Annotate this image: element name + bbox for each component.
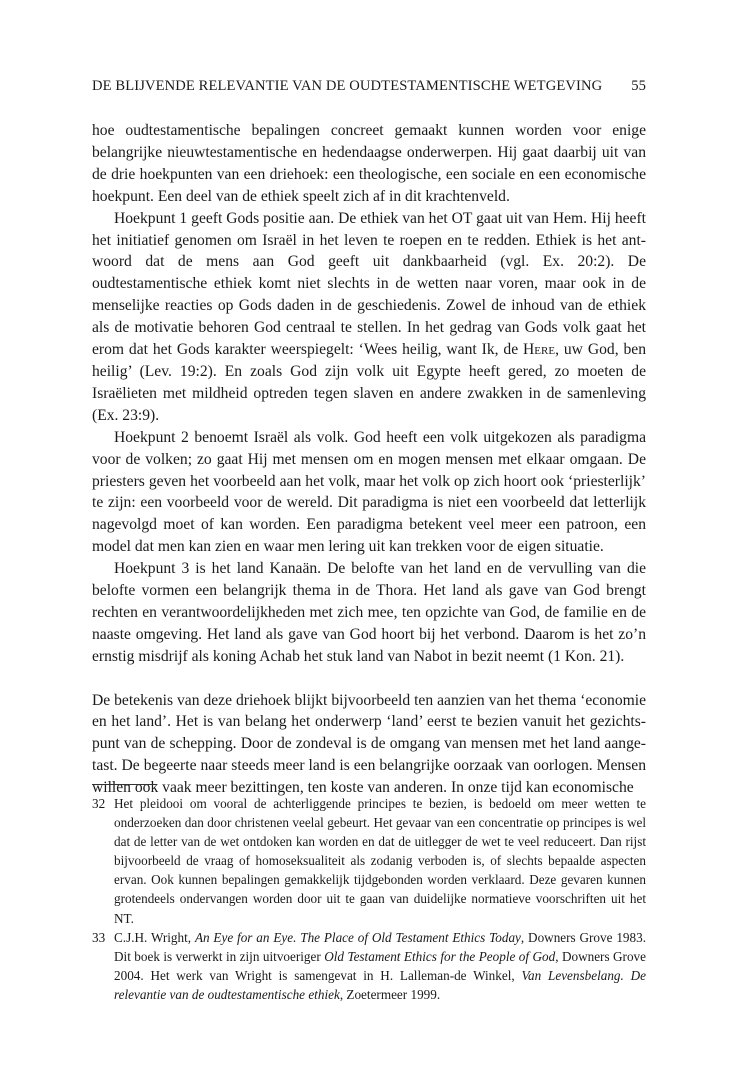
paragraph-hoekpunt-3: Hoekpunt 3 is het land Kanaän. De belofte van het land en de vervulling van die belofte vormen een belangrijk thema in de Thora. Het land als gave van God brengt rechten en verantwoordelijkheden met zich mee, ten opzichte van God, de familie en de naaste omgeving. Het land als gave van God hoort bij het verbond. Daarom is het zo’n ernstig misdrijf als koning Achab het stuk land van Nabot in bezit neemt (1 Kon. 21).	[92, 560, 646, 665]
paragraph-hoekpunt-2: Hoekpunt 2 benoemt Israël als volk. God heeft een volk uitgekozen als paradigma voor de volken; zo gaat Hij met mensen om en mogen mensen met elkaar omgaan. De priesters geven het voorbeeld aan het volk, maar het volk op zich hoort ook ‘priesterlijk’ te zijn: een voorbeeld voor de wereld. Dit paradigma is niet een voorbeeld dat letterlijk nagevolgd moet of kan worden. Een paradigma betekent veel meer een patroon, een model dat men kan zien en waar men lering uit kan trekken voor de eigen situatie.	[92, 428, 646, 556]
paragraph-economie: De betekenis van deze driehoek blijkt bijvoorbeeld ten aanzien van het thema ‘economie en het land’. Het is van belang het onderwerp ‘land’ eerst te bezien vanuit het gezichtspunt van de schepping. Door de zondeval is de omgang van mensen met het land aangetast. De begeerte naar steeds meer land is een belangrijke oorzaak van oorlogen. Mensen willen ook vaak meer bezittingen, ten koste van anderen. In onze tijd kan economische	[92, 691, 646, 797]
book-title: An Eye for an Eye. The Place of Old Testament Ethics Today	[194, 929, 521, 945]
paragraph-hoekpunt-1-text-b: , uw God, ben heilig’ (Lev. 19:2). En zoals God zijn volk uit Egypte heeft gered, zo moeten de Israëlieten met mildheid optreden tegen slaven en andere zwakken in de samenleving (Ex. 23:9).	[92, 341, 647, 424]
paragraph-hoekpunt-1-text-a: Hoekpunt 1 geeft Gods positie aan. De ethiek van het OT gaat uit van Hem. Hij heeft het initiatief genomen om Israël in het leven te roepen en te redden. Ethiek is het antwoord dat de mens aan God geeft uit dankbaarheid (vgl. Ex. 20:2). De oudtestamentische ethiek komt niet slechts in de wetten naar voren, maar ook in de menselijke reacties op Gods daden in de geschiedenis. Zowel de inhoud van de ethiek als de motivatie behoren God centraal te stellen. In het gedrag van Gods volk gaat het erom dat het Gods karakter weerspiegelt: ‘Wees heilig, want Ik, de	[92, 209, 646, 359]
footnote-text: , Zoetermeer 1999.	[339, 986, 441, 1002]
main-text	[92, 120, 646, 799]
footnote-text: Het pleidooi om vooral de achterliggende principes te bezien, is bedoeld om meer wetten te onderzoeken dan door christenen veelal gebeurt. Het gevaar van een concentratie op principes is wel dat de letter van de wet ontdoken kan worden en dat de uitlegger de wet te veel reduceert. Dan rijst bijvoorbeeld de vraag of homoseksualiteit als zodanig verboden is, of slechts bepaalde aspecten ervan. Ook kunnen bepalingen gemakkelijk tijdgebonden worden verklaard. Deze gevaren kunnen grotendeels ondervangen worden door uit te gaan van duidelijke normatieve voorschriften uit het NT.	[114, 796, 646, 926]
footnote-separator	[92, 784, 157, 785]
footnote-text: , Downers Grove 2004. Het werk van Wright is samengevat in H. Lalleman-de Winkel,	[114, 948, 646, 983]
footnote-text: , Downers Grove 1983. Dit boek is verwerkt in zijn uitvoeriger	[114, 929, 646, 964]
footnote-32	[92, 794, 646, 928]
paragraph-hoekpunt-1	[92, 208, 646, 427]
footnote-33	[92, 928, 646, 1004]
divine-name-here: Here	[523, 341, 556, 359]
book-title: Old Testament Ethics for the People of God	[324, 948, 556, 964]
footnotes	[92, 794, 646, 1004]
footnote-number: 33	[92, 929, 106, 945]
footnote-text: C.J.H. Wright,	[114, 929, 195, 945]
footnote-number: 32	[92, 796, 106, 811]
running-header-title: DE BLIJVENDE RELEVANTIE VAN DE OUDTESTAMENTISCHE WETGEVING	[92, 78, 603, 94]
running-header	[92, 78, 646, 98]
book-title: Van Levensbelang. De relevantie van de oudtestamentische ethiek	[114, 967, 646, 1002]
page-number: 55	[631, 78, 646, 94]
paragraph-intro: hoe oudtestamentische bepalingen concreet gemaakt kunnen worden voor enige belangrijke nieuwtestamentische en hedendaagse onderwerpen. Hij gaat daarbij uit van de drie hoekpunten van een driehoek: een theologische, een sociale en een economische hoekpunt. Een deel van de ethiek speelt zich af in dit krachtenveld.	[92, 122, 646, 205]
